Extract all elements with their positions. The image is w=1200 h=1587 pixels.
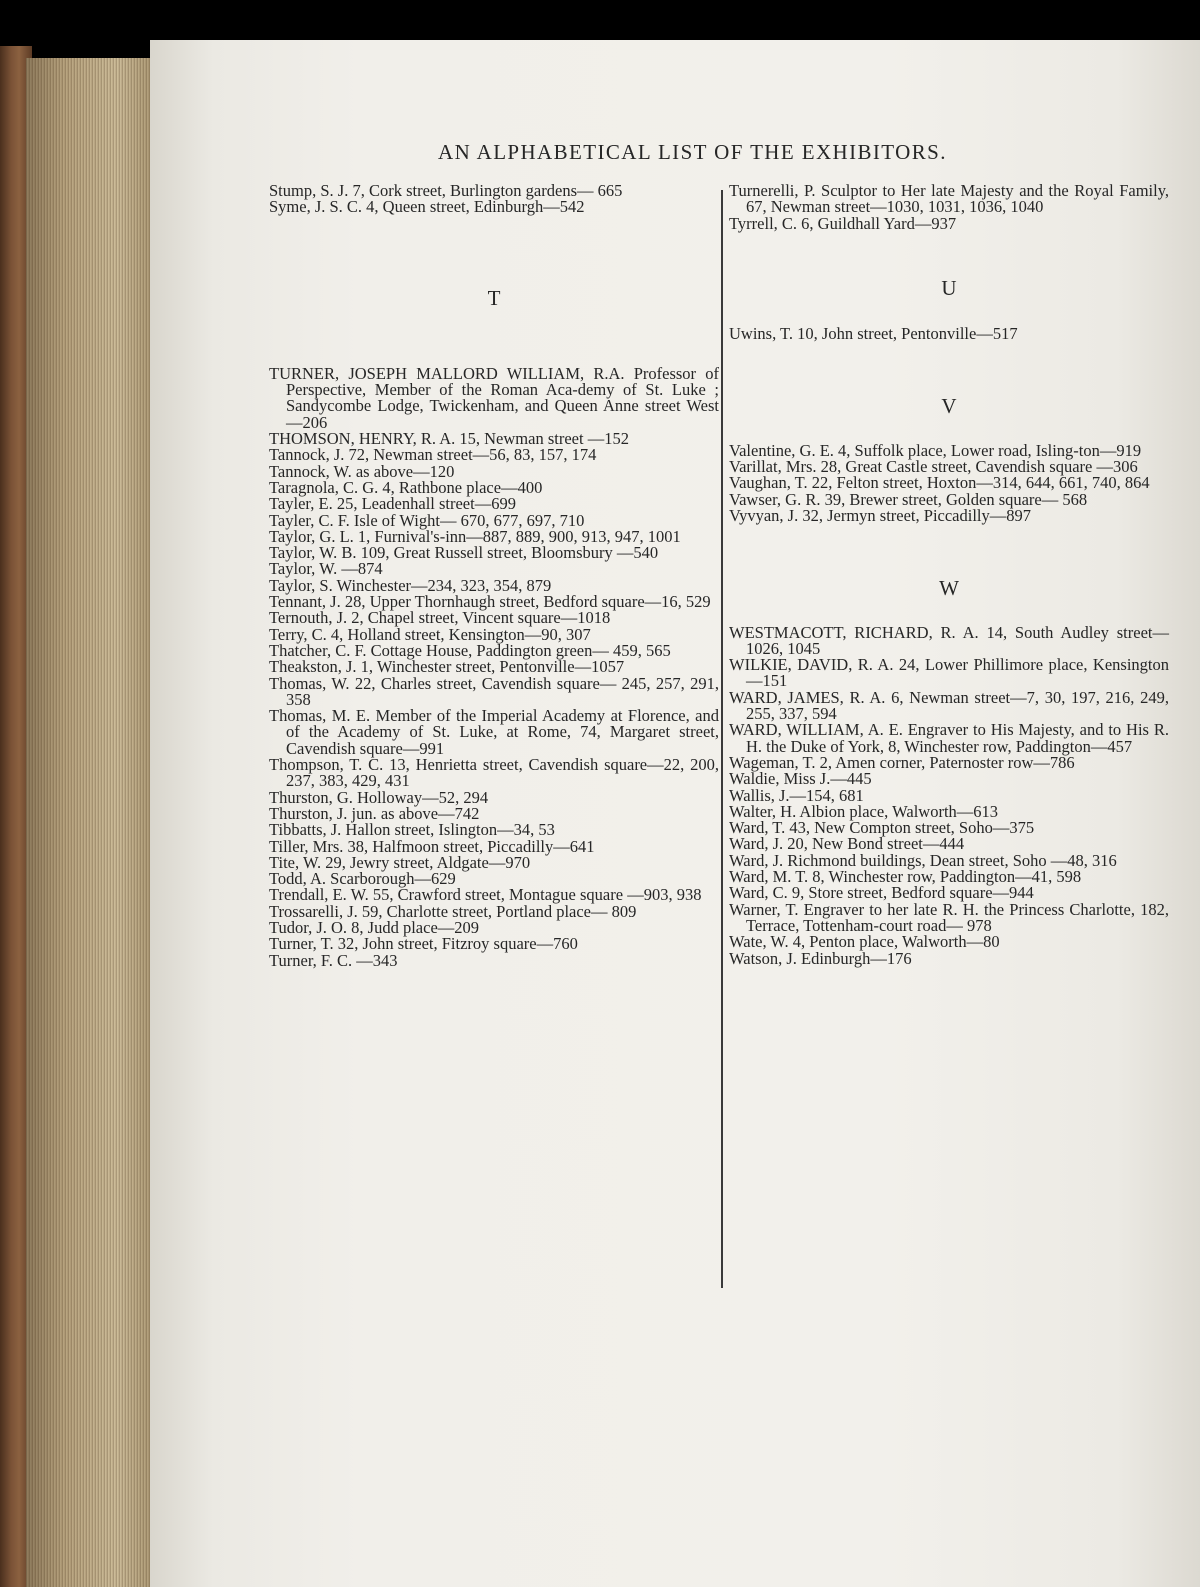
entry: Taylor, W. —874 bbox=[269, 559, 383, 579]
entry: Walter, H. Albion place, Walworth—613 bbox=[729, 801, 999, 821]
entry: THOMSON, HENRY, R. A. 15, Newman street —152 bbox=[269, 429, 629, 449]
entry: Thatcher, C. F. Cottage House, Paddington green— 459, 565 bbox=[269, 640, 671, 660]
entry-group-t-cont bbox=[729, 183, 1169, 232]
entry: Wallis, J.—154, 681 bbox=[729, 785, 864, 805]
entry: Thomas, M. E. Member of the Imperial Academy at Florence, and of the Academy of St. Luke, at Rome, 74, Margaret street, Cavendish square—991 bbox=[269, 706, 719, 758]
entry: Vyvyan, J. 32, Jermyn street, Piccadilly—897 bbox=[729, 505, 1031, 525]
entry: TURNER, JOSEPH MALLORD WILLIAM, R.A. Professor of Perspective, Member of the Roman Aca-demy of St. Luke ; Sandycombe Lodge, Twickenham, and Queen Anne street West—206 bbox=[269, 363, 719, 432]
entry: Trossarelli, J. 59, Charlotte street, Portland place— 809 bbox=[269, 901, 637, 921]
entry: Taylor, S. Winchester—234, 323, 354, 879 bbox=[269, 575, 552, 595]
entry: Theakston, J. 1, Winchester street, Pentonville—1057 bbox=[269, 657, 625, 677]
entry: Waldie, Miss J.—445 bbox=[729, 769, 872, 789]
entry: Tyrrell, C. 6, Guildhall Yard—937 bbox=[729, 213, 957, 233]
entry: Tennant, J. 28, Upper Thornhaugh street, Bedford square—16, 529 bbox=[269, 592, 711, 612]
entry: Turner, T. 32, John street, Fitzroy square—760 bbox=[269, 934, 578, 954]
entry: Tite, W. 29, Jewry street, Aldgate—970 bbox=[269, 852, 531, 872]
section-heading-u: U bbox=[941, 275, 957, 300]
entry: Ward, C. 9, Store street, Bedford square—944 bbox=[729, 883, 1034, 903]
entry: Turner, F. C. —343 bbox=[269, 950, 398, 970]
entry: Vaughan, T. 22, Felton street, Hoxton—314, 644, 661, 740, 864 bbox=[729, 473, 1150, 493]
section-heading-w: W bbox=[939, 576, 959, 601]
column-rule bbox=[721, 190, 723, 1288]
left-column bbox=[269, 183, 719, 969]
entry: Tudor, J. O. 8, Judd place—209 bbox=[269, 917, 480, 937]
entry: Ward, T. 43, New Compton street, Soho—375 bbox=[729, 818, 1035, 838]
section-heading-t: T bbox=[487, 285, 501, 310]
entry: Tibbatts, J. Hallon street, Islington—34, 53 bbox=[269, 820, 555, 840]
entry: Tannock, J. 72, Newman street—56, 83, 157, 174 bbox=[269, 445, 597, 465]
entry: Thomas, W. 22, Charles street, Cavendish square— 245, 257, 291, 358 bbox=[269, 673, 719, 709]
entry: Wageman, T. 2, Amen corner, Paternoster row—786 bbox=[729, 752, 1075, 772]
entry: Trendall, E. W. 55, Crawford street, Montague square —903, 938 bbox=[269, 885, 702, 905]
entry: Todd, A. Scarborough—629 bbox=[269, 869, 456, 889]
entry: Taylor, G. L. 1, Furnival's-inn—887, 889, 900, 913, 947, 1001 bbox=[269, 526, 681, 546]
entry: WARD, WILLIAM, A. E. Engraver to His Majesty, and to His R. H. the Duke of York, 8, Winchester row, Paddington—457 bbox=[729, 720, 1169, 756]
entry-group-w bbox=[729, 622, 1169, 968]
entry: Thompson, T. C. 13, Henrietta street, Cavendish square—22, 200, 237, 383, 429, 431 bbox=[269, 755, 719, 791]
entry: WARD, JAMES, R. A. 6, Newman street—7, 30, 197, 216, 249, 255, 337, 594 bbox=[729, 687, 1169, 724]
entry: Wate, W. 4, Penton place, Walworth—80 bbox=[729, 932, 1000, 952]
page-edges bbox=[26, 58, 156, 1587]
entry: Turnerelli, P. Sculptor to Her late Majesty and the Royal Family, 67, Newman street—1030, 1031, 1036, 1040 bbox=[729, 181, 1169, 217]
entry: Ternouth, J. 2, Chapel street, Vincent square—1018 bbox=[269, 608, 611, 628]
entry: Thurston, J. jun. as above—742 bbox=[269, 803, 480, 823]
entry-group-t bbox=[269, 363, 719, 970]
entry: Warner, T. Engraver to her late R. H. the Princess Charlotte, 182, Terrace, Tottenham-court road— 978 bbox=[729, 899, 1169, 935]
entry: Tayler, C. F. Isle of Wight— 670, 677, 697, 710 bbox=[269, 510, 585, 530]
entry: Tayler, E. 25, Leadenhall street—699 bbox=[269, 494, 516, 514]
entry-group-s bbox=[269, 183, 719, 216]
entry: Uwins, T. 10, John street, Pentonville—517 bbox=[729, 324, 1018, 344]
entry-group-u bbox=[729, 326, 1169, 342]
right-column bbox=[729, 183, 1169, 967]
entry: Taragnola, C. G. 4, Rathbone place—400 bbox=[269, 477, 543, 497]
entry: Syme, J. S. C. 4, Queen street, Edinburgh—542 bbox=[269, 197, 585, 217]
entry: WILKIE, DAVID, R. A. 24, Lower Phillimore place, Kensington—151 bbox=[729, 655, 1169, 691]
entry: Tiller, Mrs. 38, Halfmoon street, Piccadilly—641 bbox=[269, 836, 595, 856]
entry: Terry, C. 4, Holland street, Kensington—90, 307 bbox=[269, 624, 591, 644]
entry: Valentine, G. E. 4, Suffolk place, Lower road, Isling-ton—919 bbox=[729, 440, 1142, 460]
section-heading-v: V bbox=[941, 394, 957, 419]
entry: Watson, J. Edinburgh—176 bbox=[729, 948, 912, 968]
entry: Ward, J. 20, New Bond street—444 bbox=[729, 834, 965, 854]
entry: Tannock, W. as above—120 bbox=[269, 461, 455, 481]
running-header: AN ALPHABETICAL LIST OF THE EXHIBITORS. bbox=[438, 140, 947, 164]
entry: Ward, J. Richmond buildings, Dean street, Soho —48, 316 bbox=[729, 850, 1117, 870]
entry: Stump, S. J. 7, Cork street, Burlington gardens— 665 bbox=[269, 181, 623, 200]
entry: WESTMACOTT, RICHARD, R. A. 14, South Audley street—1026, 1045 bbox=[729, 622, 1169, 658]
entry: Vawser, G. R. 39, Brewer street, Golden square— 568 bbox=[729, 489, 1088, 509]
entry: Varillat, Mrs. 28, Great Castle street, Cavendish square —306 bbox=[729, 457, 1138, 477]
entry-group-v bbox=[729, 440, 1169, 525]
entry: Thurston, G. Holloway—52, 294 bbox=[269, 787, 489, 807]
entry: Taylor, W. B. 109, Great Russell street, Bloomsbury —540 bbox=[269, 543, 659, 563]
entry: Ward, M. T. 8, Winchester row, Paddington—41, 598 bbox=[729, 867, 1082, 887]
